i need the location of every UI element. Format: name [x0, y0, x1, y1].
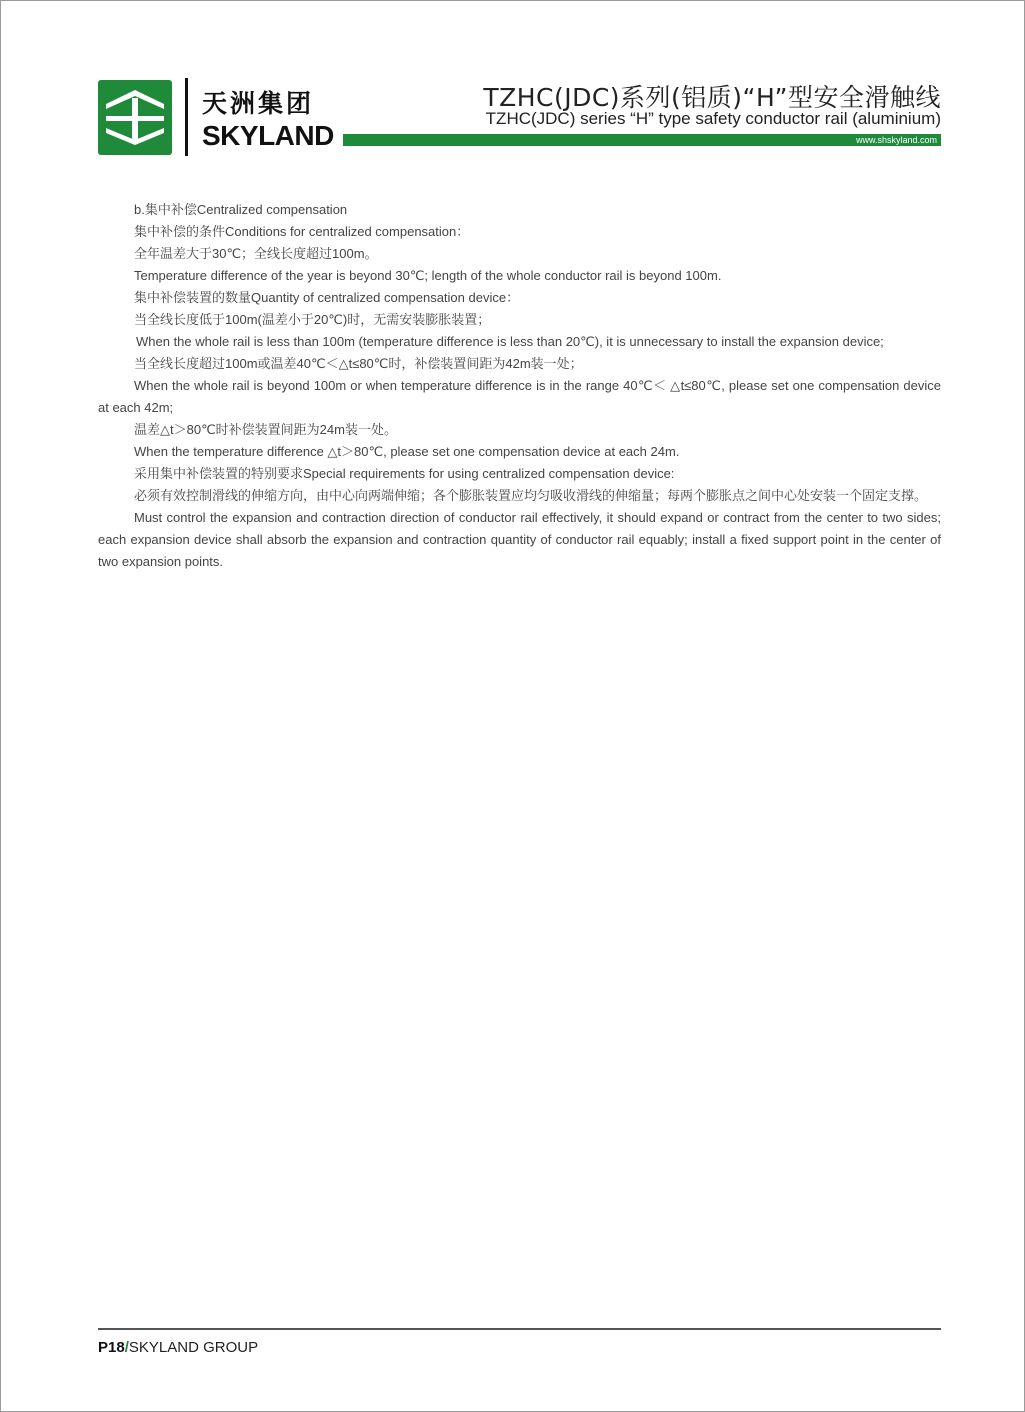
header-green-bar	[343, 134, 941, 146]
website-url: www.shskyland.com	[855, 135, 937, 145]
paragraph: 温差△t＞80℃时补偿装置间距为24m装一处。	[134, 422, 397, 437]
footer-slash: /	[124, 1339, 129, 1356]
logo-chinese-name: 天洲集团	[202, 89, 315, 118]
paragraph: 必须有效控制滑线的伸缩方向，由中心向两端伸缩；各个膨胀装置应均匀吸收滑线的伸缩量；每两个膨胀点之间中心处安装一个固定支撑。	[134, 488, 928, 503]
paragraph: When the whole rail is beyond 100m or when temperature difference is in the range 40℃＜ △t≤80℃, please set one compensation device at each 42m;	[98, 378, 941, 415]
logo-english-name: SKYLAND	[202, 120, 334, 151]
section-heading: b.集中补偿Centralized compensation	[134, 202, 348, 217]
paragraph: 集中补偿的条件Conditions for centralized compensation：	[134, 224, 470, 239]
paragraph: 采用集中补偿装置的特别要求Special requirements for using centralized compensation device:	[134, 466, 675, 481]
paragraph: When the whole rail is less than 100m (temperature difference is less than 20℃), it is unnecessary to install the expansion device;	[136, 334, 884, 349]
paragraph: 当全线长度低于100m(温差小于20℃)时，无需安装膨胀装置；	[134, 312, 491, 327]
paragraph: 集中补偿装置的数量Quantity of centralized compensation device：	[134, 290, 520, 305]
paragraph: When the temperature difference △t＞80℃, please set one compensation device at each 24m.	[134, 444, 680, 459]
paragraph: Must control the expansion and contraction direction of conductor rail effectively, it should expand or contract from the center to two sides; each expansion device shall absorb the expansion and contraction quantity of conductor rail equably; install a fixed support point in the center of two expansion points.	[98, 510, 941, 569]
paragraph: 当全线长度超过100m或温差40℃＜△t≤80℃时，补偿装置间距为42m装一处；	[134, 356, 583, 371]
paragraph: 全年温差大于30℃；全线长度超过100m。	[134, 246, 378, 261]
footer-divider	[98, 1328, 941, 1330]
footer	[98, 1339, 258, 1356]
logo-divider	[185, 78, 188, 156]
page-title-chinese: TZHC(JDC)系列(铝质)“H”型安全滑触线	[483, 83, 941, 112]
page-number: P18	[98, 1339, 125, 1356]
footer-company: SKYLAND GROUP	[128, 1339, 259, 1356]
paragraph: Temperature difference of the year is beyond 30℃; length of the whole conductor rail is beyond 100m.	[134, 268, 722, 283]
main-content	[98, 199, 941, 573]
skyland-logo-icon	[98, 80, 172, 155]
page-title-english: TZHC(JDC) series “H” type safety conductor rail (aluminium)	[485, 109, 941, 128]
